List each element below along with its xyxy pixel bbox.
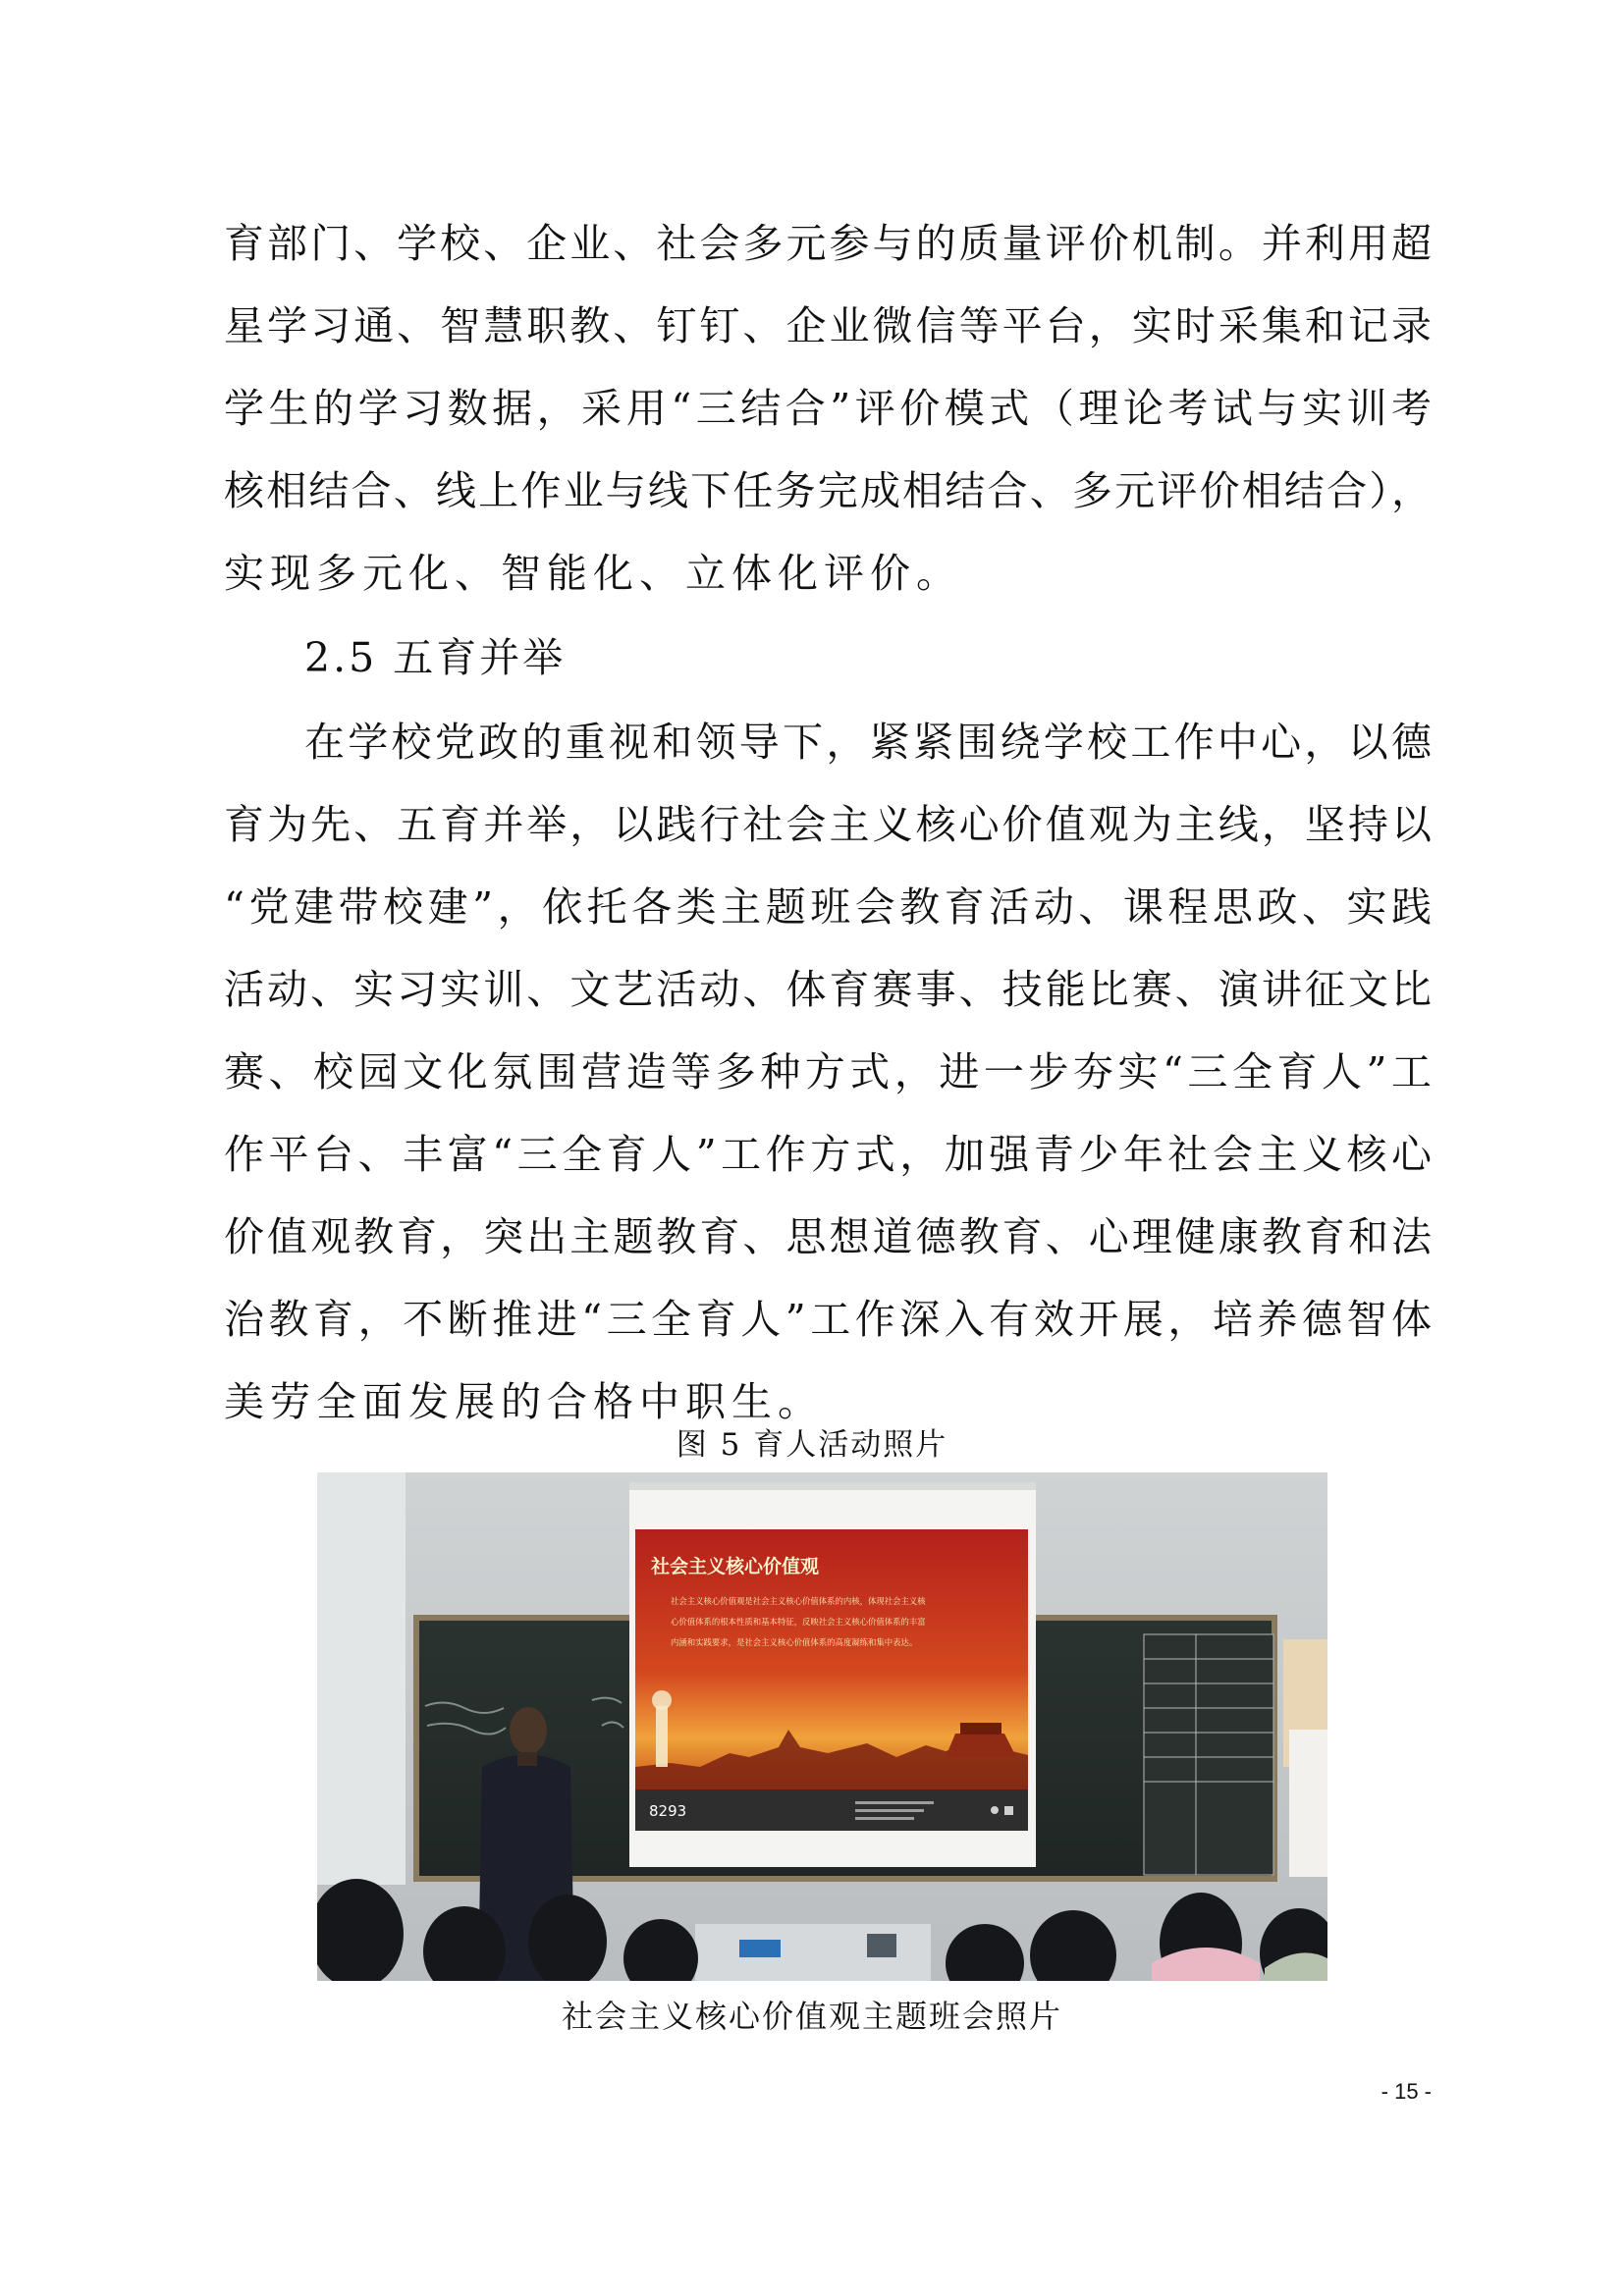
page-number: - 15 - (1380, 2079, 1432, 2104)
paragraph-line: 实现多元化、智能化、立体化评价。 (224, 550, 962, 597)
projector-id: 8293 (649, 1802, 687, 1820)
slide-text-line: 心价值体系的根本性质和基本特征，反映社会主义核心价值体系的丰富 (671, 1617, 926, 1627)
figure-caption: 社会主义核心价值观主题班会照片 (561, 1998, 1062, 2035)
paragraph-line: 美劳全面发展的合格中职生。 (224, 1378, 824, 1425)
slide-title: 社会主义核心价值观 (651, 1556, 820, 1577)
slide-text-line: 内涵和实践要求，是社会主义核心价值体系的高度凝练和集中表达。 (671, 1637, 918, 1647)
paragraph-line: 星学习通、智慧职教、钉钉、企业微信等平台，实时采集和记录 (224, 302, 1432, 349)
paragraph-line: 价值观教育，突出主题教育、思想道德教育、心理健康教育和法 (224, 1213, 1432, 1260)
paragraph-line: 治教育，不断推进“三全育人”工作深入有效开展，培养德智体 (224, 1296, 1432, 1343)
section-heading: 2.5 五育并举 (304, 634, 567, 681)
paragraph-line: 作平台、丰富“三全育人”工作方式，加强青少年社会主义核心 (224, 1131, 1432, 1178)
paragraph-line: 育为先、五育并举，以践行社会主义核心价值观为主线，坚持以 (224, 801, 1432, 848)
paragraph-line: 核相结合、线上作业与线下任务完成相结合、多元评价相结合）， (224, 467, 1432, 514)
paragraph-line: 学生的学习数据，采用“三结合”评价模式（理论考试与实训考 (224, 385, 1432, 432)
paragraph-line: 育部门、学校、企业、社会多元参与的质量评价机制。并利用超 (224, 220, 1432, 267)
paragraph-line: 活动、实习实训、文艺活动、体育赛事、技能比赛、演讲征文比 (224, 966, 1432, 1013)
paragraph-line: 赛、校园文化氛围营造等多种方式，进一步夯实“三全育人”工 (224, 1048, 1432, 1095)
slide-text-line: 社会主义核心价值观是社会主义核心价值体系的内核，体现社会主义核 (671, 1596, 926, 1606)
figure-title: 图 5 育人活动照片 (676, 1427, 948, 1463)
classroom-photo (317, 1472, 1327, 1981)
paragraph-line: 在学校党政的重视和领导下，紧紧围绕学校工作中心，以德 (304, 719, 1432, 766)
paragraph-line: “党建带校建”，依托各类主题班会教育活动、课程思政、实践 (224, 883, 1432, 931)
